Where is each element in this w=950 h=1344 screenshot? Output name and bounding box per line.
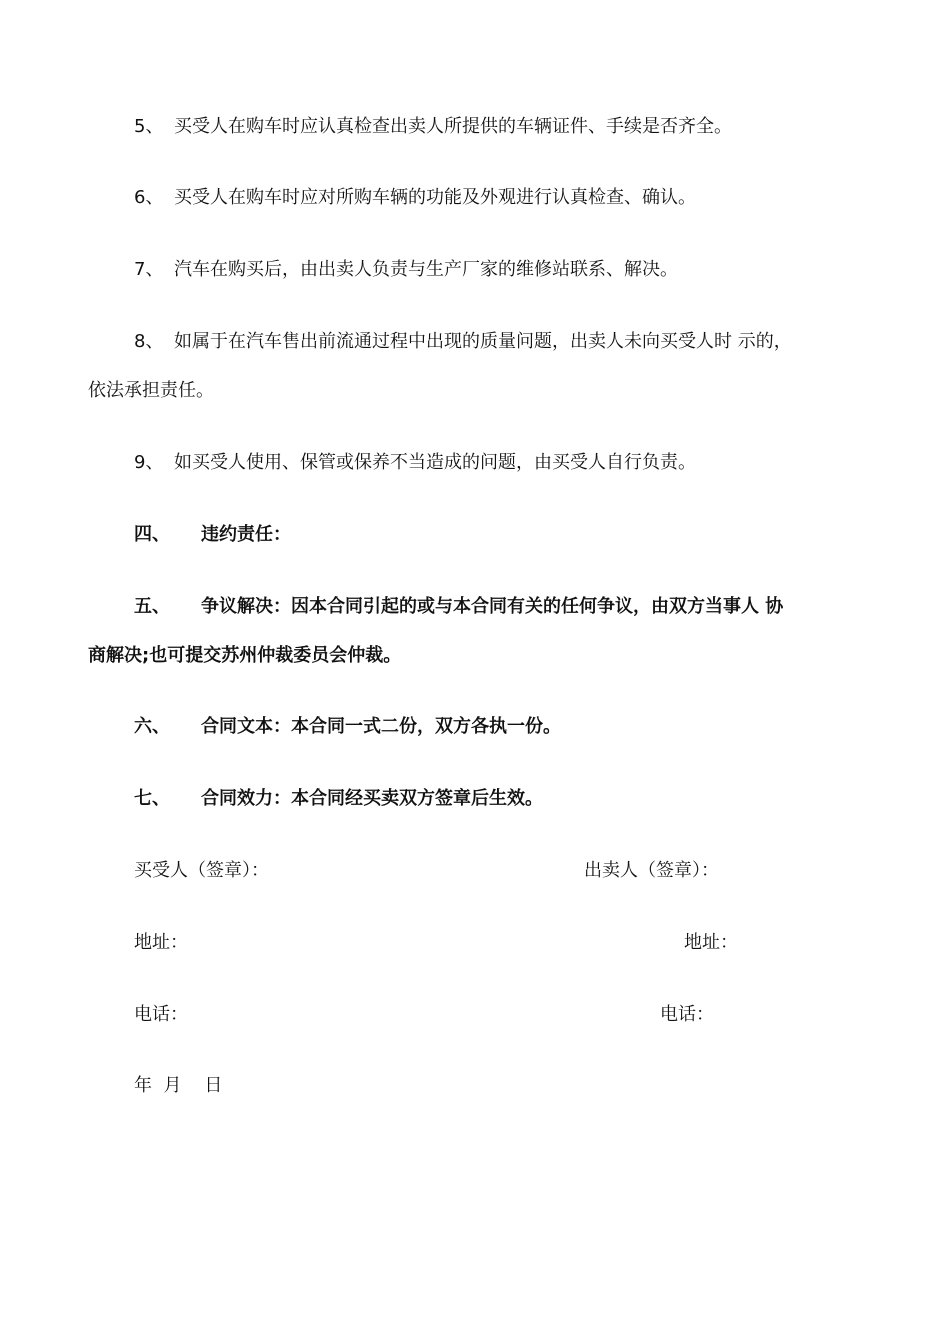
clause-text: 如买受人使用、保管或保养不当造成的问题，由买受人自行负责。 (174, 452, 696, 473)
seller-address-label: 地址： (684, 932, 738, 953)
clause-5 (134, 116, 732, 138)
section-6 (134, 716, 561, 738)
section-number: 四、 (134, 524, 170, 545)
clause-number: 8、 (134, 331, 164, 352)
clause-number: 7、 (134, 259, 164, 280)
buyer-address-label: 地址： (134, 932, 188, 953)
section-number: 五、 (134, 596, 170, 617)
clause-8 (134, 331, 792, 353)
section-number: 六、 (134, 716, 170, 737)
section-number: 七、 (134, 788, 170, 809)
clause-text: 如属于在汽车售出前流通过程中出现的质量问题，出卖人未向买受人时 示的， (174, 331, 792, 352)
seller-phone-label: 电话： (660, 1004, 714, 1025)
section-text: 合同效力：本合同经买卖双方签章后生效。 (201, 788, 543, 809)
date-line: 年 月 日 (134, 1075, 223, 1096)
clause-text: 买受人在购车时应认真检查出卖人所提供的车辆证件、手续是否齐全。 (174, 116, 732, 137)
seller-signature-label: 出卖人（签章）： (584, 860, 719, 881)
section-5 (134, 596, 783, 618)
section-text: 违约责任： (201, 524, 291, 545)
section-5-continuation: 商解决;也可提交苏州仲裁委员会仲裁。 (88, 645, 402, 666)
section-text: 合同文本：本合同一式二份，双方各执一份。 (201, 716, 561, 737)
clause-number: 6、 (134, 187, 164, 208)
clause-8-continuation: 依法承担责任。 (88, 380, 214, 401)
section-4 (134, 524, 291, 546)
clause-7 (134, 259, 678, 281)
clause-number: 5、 (134, 116, 164, 137)
buyer-signature-label: 买受人（签章）： (134, 860, 269, 881)
buyer-phone-label: 电话： (134, 1004, 188, 1025)
clause-9 (134, 452, 696, 474)
clause-number: 9、 (134, 452, 164, 473)
clause-6 (134, 187, 696, 209)
clause-text: 汽车在购买后，由出卖人负责与生产厂家的维修站联系、解决。 (174, 259, 678, 280)
section-text: 争议解决：因本合同引起的或与本合同有关的任何争议，由双方当事人 协 (201, 596, 784, 617)
section-7 (134, 788, 543, 810)
clause-text: 买受人在购车时应对所购车辆的功能及外观进行认真检查、确认。 (174, 187, 696, 208)
